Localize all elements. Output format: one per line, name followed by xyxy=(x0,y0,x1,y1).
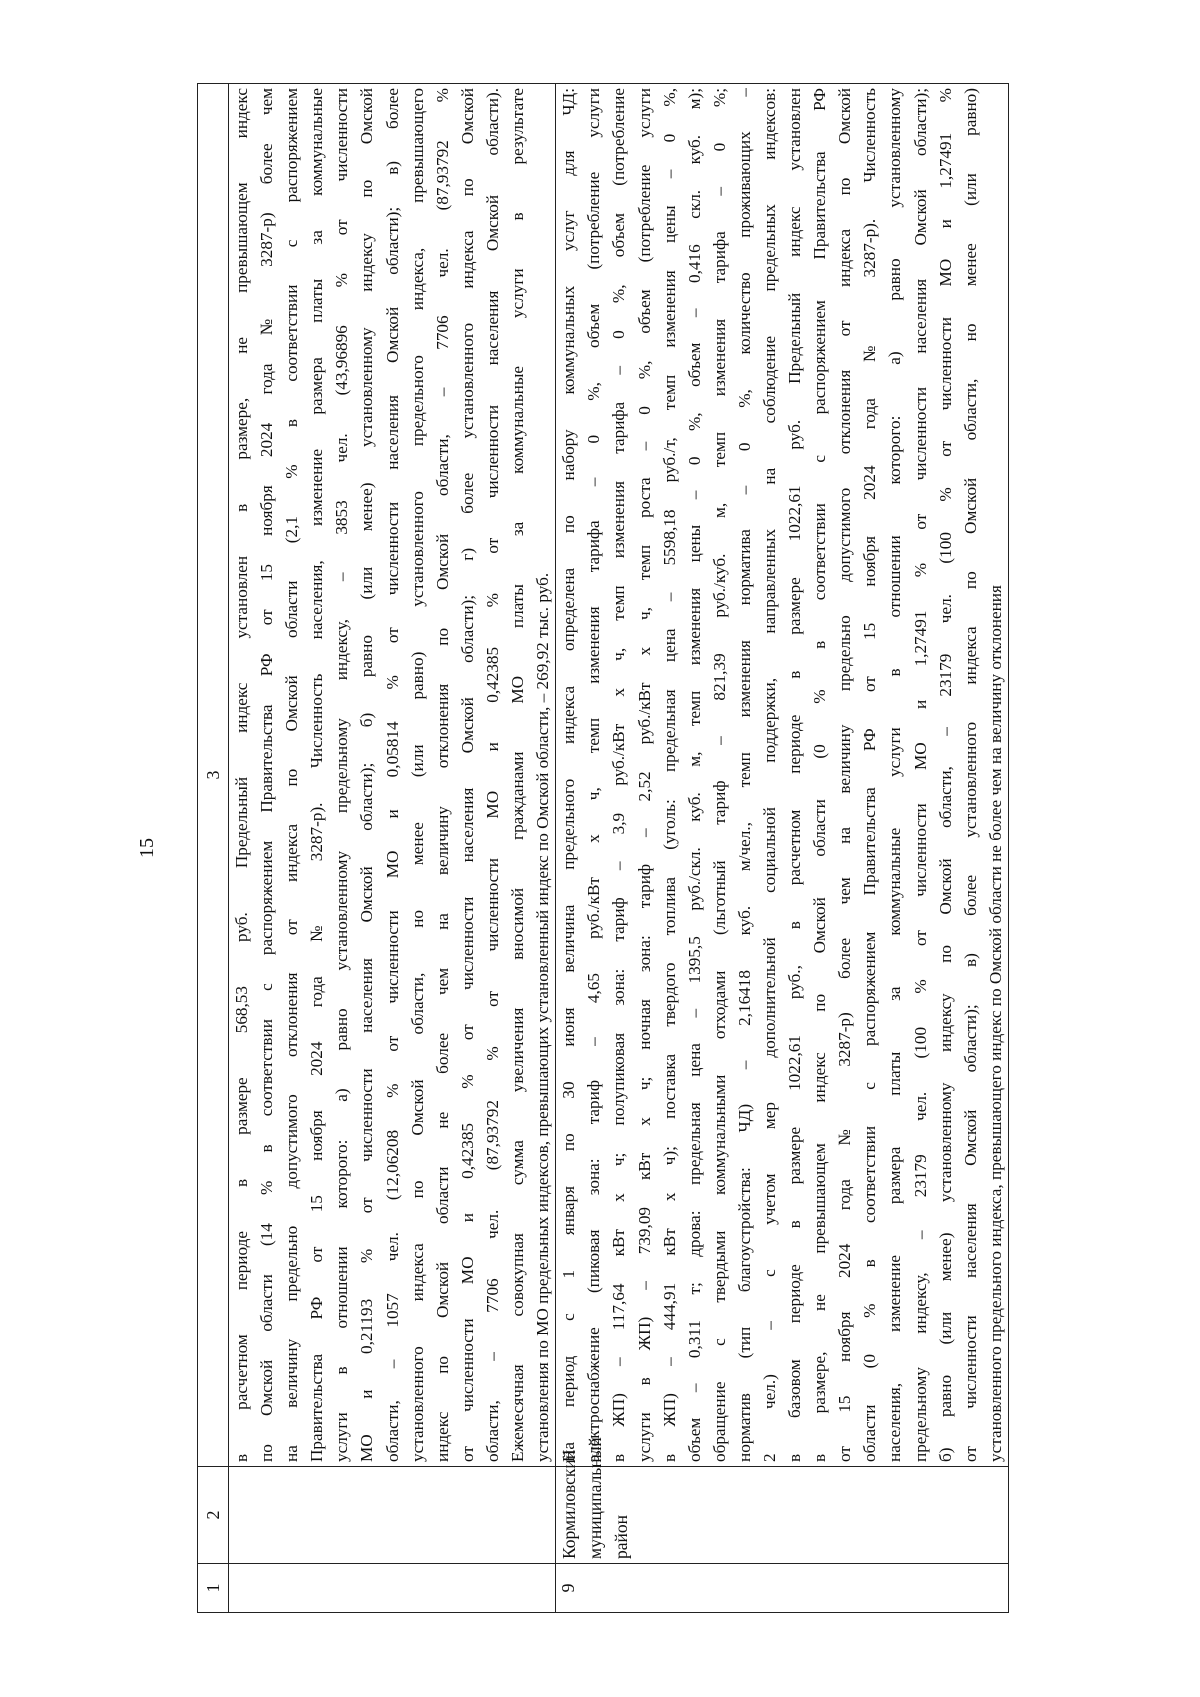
text-line: Ежемесячная совокупная сумма увеличения вносимой гражданами МО платы за коммунальные услуги в результате xyxy=(508,88,528,1462)
text-line: в ЖП) – 117,64 кВт х ч; полупиковая зона: тариф – 3,9 руб./кВт х ч, темп изменения тарифа – 0 %, объем (потребление xyxy=(609,88,629,1462)
text-line: области, – 1057 чел. (12,06208 % от численности МО и 0,05814 % от численности населения Омской области); в) более xyxy=(382,88,402,1462)
header-col-2: 2 xyxy=(198,1467,229,1564)
text-line: Правительства РФ от 15 ноября 2024 года № 3287-р). Численность населения, изменение размера платы за коммунальные xyxy=(307,88,327,1462)
text-line: норматив (тип благоустройства: ЧД) – 2,16418 куб. м/чел., темп изменения норматива – 0 %, количество проживающих – xyxy=(734,88,754,1462)
row-number-cell: 9 xyxy=(556,1564,1009,1613)
description-cell xyxy=(556,84,1009,1467)
text-line: объем – 0,311 т; дрова: предельная цена – 1395,5 руб./скл. куб. м, темп изменения цены – 0 %, объем – 0,416 скл. куб. м); xyxy=(684,88,704,1462)
region-name-cell xyxy=(229,1467,556,1564)
data-table xyxy=(197,83,1009,1613)
text-line: установления по МО предельных индексов, превышающих установленный индекс по Омской области, – 269,92 тыс. руб. xyxy=(533,572,553,1462)
text-line: области, – 7706 чел. (87,93792 % от численности МО и 0,42385 % от численности населения Омской области). xyxy=(482,88,502,1462)
text-line: обращение с твердыми коммунальными отходами (льготный тариф – 821,39 руб./куб. м, темп изменения тарифа – 0 %; xyxy=(709,88,729,1462)
text-line: На период с 1 января по 30 июня величина предельного индекса определена по набору коммунальных услуг для ЧД: xyxy=(559,88,579,1462)
text-line: б) равно (или менее) установленному индексу по Омской области, – 23179 чел. (100 % от численности МО и 1,27491 % xyxy=(935,88,955,1462)
text-line: услуги в отношении которого: а) равно установленному предельному индексу, – 3853 чел. (43,96896 % от численности xyxy=(332,88,352,1462)
header-col-3: 3 xyxy=(198,84,229,1467)
region-name-cell: Кормиловский муниципальный район xyxy=(556,1467,1009,1564)
text-line: электроснабжение (пиковая зона: тариф – 4,65 руб./кВт х ч, темп изменения тарифа – 0 %, объем (потребление услуги xyxy=(584,88,604,1462)
text-line: от численности МО и 0,42385 % от численности населения Омской области); г) более установленного индекса по Омской xyxy=(457,88,477,1462)
text-line: установленного предельного индекса, превышающего индекс по Омской области не более чем на величину отклонения xyxy=(985,585,1005,1462)
text-line: установленного индекса по Омской области, но менее (или равно) установленного предельного индекса, превышающего xyxy=(407,88,427,1462)
text-line: в базовом периоде в размере 1022,61 руб., в расчетном периоде в размере 1022,61 руб. Предельный индекс установлен xyxy=(785,88,805,1462)
text-line: по Омской области (14 % в соответствии с распоряжением Правительства РФ от 15 ноября 2024 года № 3287-р) более чем xyxy=(257,88,277,1462)
text-line: услуги в ЖП) – 739,09 кВт х ч; ночная зона: тариф – 2,52 руб./кВт х ч, темп роста – 0 %, объем (потребление услуги xyxy=(634,88,654,1462)
text-line: предельному индексу, – 23179 чел. (100 % от численности МО и 1,27491 % от численности населения Омской области); xyxy=(910,88,930,1462)
table-header-row xyxy=(198,84,229,1613)
text-line: МО и 0,21193 % от численности населения Омской области); б) равно (или менее) установленному индексу по Омской xyxy=(357,88,377,1462)
text-line: в размере, не превышающем индекс по Омской области (0 % в соответствии с распоряжением Правительства РФ xyxy=(810,88,830,1462)
table-row xyxy=(556,84,1009,1613)
text-line: на величину предельно допустимого отклонения от индекса по Омской области (2,1 % в соответствии с распоряжением xyxy=(282,88,302,1462)
text-line: от численности населения Омской области); в) более установленного индекса по Омской области, но менее (или равно) xyxy=(960,88,980,1462)
text-line: в расчетном периоде в размере 568,53 руб. Предельный индекс установлен в размере, не превышающем индекс xyxy=(232,88,251,1462)
text-line: 2 чел.) – с учетом мер дополнительной социальной поддержки, направленных на соблюдение предельных индексов: xyxy=(759,88,779,1462)
text-line: индекс по Омской области не более чем на величину отклонения по Омской области, – 7706 чел. (87,93792 % xyxy=(432,88,452,1462)
text-line: от 15 ноября 2024 года № 3287-р) более чем на величину предельно допустимого отклонения от индекса по Омской xyxy=(835,88,855,1462)
description-cell xyxy=(229,84,556,1467)
text-line: области (0 % в соответствии с распоряжением Правительства РФ от 15 ноября 2024 года № 3287-р). Численность xyxy=(860,88,880,1462)
text-line: населения, изменение размера платы за коммунальные услуги в отношении которого: а) равно установленному xyxy=(885,88,905,1462)
table-row xyxy=(229,84,556,1613)
header-col-1: 1 xyxy=(198,1564,229,1613)
page-number: 15 xyxy=(136,838,158,858)
row-number-cell xyxy=(229,1564,556,1613)
rotated-page xyxy=(135,83,1065,1613)
text-line: в ЖП) – 444,91 кВт х ч); поставка твердого топлива (уголь: предельная цена – 5598,18 руб./т, темп изменения цены – 0 %, xyxy=(659,88,679,1462)
